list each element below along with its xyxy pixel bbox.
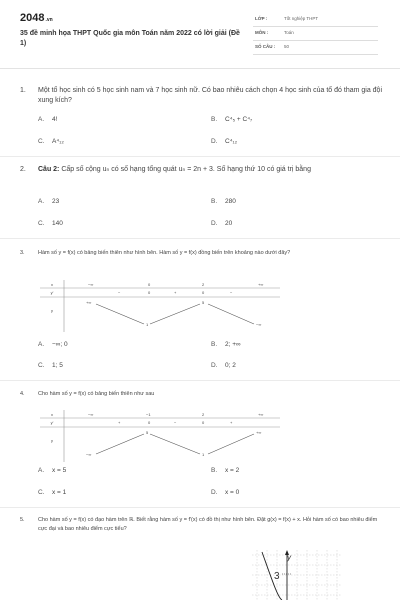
svg-text:−1: −1: [146, 412, 151, 417]
svg-text:1: 1: [202, 452, 205, 457]
header-divider: [0, 68, 400, 69]
svg-text:−: −: [118, 290, 121, 295]
svg-text:2: 2: [202, 412, 205, 417]
svg-text:1: 1: [146, 322, 149, 327]
svg-text:0: 0: [202, 290, 205, 295]
q3-option-d[interactable]: D. 0; 2: [211, 362, 236, 369]
graph-tick-label: 3: [274, 571, 280, 582]
svg-text:y: y: [51, 438, 53, 443]
question-text: Cho hàm số y = f(x) có bảng biến thiên như sau: [38, 391, 155, 397]
q2-option-a[interactable]: A. 23: [38, 198, 60, 205]
svg-text:2: 2: [202, 282, 205, 287]
svg-text:−: −: [230, 290, 233, 295]
separator: [0, 238, 400, 239]
question-4: 4. Cho hàm số y = f(x) có bảng biến thiên như sau: [20, 390, 382, 399]
svg-text:−∞: −∞: [86, 452, 92, 457]
svg-text:5: 5: [202, 300, 205, 305]
svg-text:x: x: [51, 282, 53, 287]
separator: [0, 380, 400, 381]
document-header: [0, 0, 400, 62]
meta-row-subject: MÔN : Toán: [253, 26, 378, 41]
svg-text:+: +: [230, 420, 233, 425]
q4-option-b[interactable]: B. x = 2: [211, 467, 240, 474]
meta-row-grade: LỚP : Tốt nghiệp THPT: [253, 12, 378, 27]
svg-text:5: 5: [146, 430, 149, 435]
graph-y-axis-label: y: [287, 553, 291, 562]
svg-text:+: +: [174, 290, 177, 295]
q1-option-b[interactable]: B. C⁴₅ + C⁴₇: [211, 116, 253, 123]
question-2: 2. Câu 2: Cấp số cộng uₙ có số hạng tổng quát uₙ = 2n + 3. Số hạng thứ 10 có giá trị bằng: [20, 166, 311, 173]
question-text: Một tổ học sinh có 5 học sinh nam và 7 học sinh nữ. Có bao nhiêu cách chọn 4 học sinh của tổ đó tham gia đội xung kích?: [38, 87, 383, 104]
document-title: 35 đề minh họa THPT Quốc gia môn Toán năm 2022 có lời giải (Đề 1): [20, 30, 240, 47]
q2-option-c[interactable]: C. 140: [38, 220, 63, 227]
site-logo[interactable]: 2048.vn: [20, 12, 53, 24]
q3-option-c[interactable]: C. 1; 5: [38, 362, 63, 369]
svg-text:y': y': [50, 290, 54, 295]
q1-option-c[interactable]: C. A⁴₁₂: [38, 138, 64, 145]
q1-option-d[interactable]: D. C⁴₁₂: [211, 138, 238, 145]
derivative-graph: [252, 550, 342, 600]
question-text: Cho hàm số y = f(x) có đạo hàm trên ℝ. Biết rằng hàm số y = f'(x) có đồ thị như hình bên. Đặt g(x) = f(x) + x. Hỏi hàm số có bao nhiêu điểm cực đại và bao nhiêu điểm cực tiểu?: [38, 517, 378, 532]
question-5: 5. Cho hàm số y = f(x) có đạo hàm trên ℝ. Biết rằng hàm số y = f'(x) có đồ thị như hình bên. Đặt g(x) = f(x) + x. Hỏi hàm số có bao nhiêu điểm cực đại và bao nhiêu điểm cực tiểu?: [20, 516, 382, 534]
q4-option-d[interactable]: D. x = 0: [211, 489, 240, 496]
q2-option-d[interactable]: D. 20: [211, 220, 233, 227]
separator: [0, 507, 400, 508]
q2-option-b[interactable]: B. 280: [211, 198, 236, 205]
variation-table-q4: [40, 410, 280, 462]
variation-table-q3: [40, 280, 280, 332]
svg-text:−∞: −∞: [88, 282, 94, 287]
q3-option-b[interactable]: B. 2; +∞: [211, 341, 241, 348]
q4-option-a[interactable]: A. x = 5: [38, 467, 67, 474]
svg-text:−∞: −∞: [256, 322, 262, 327]
meta-row-question-count: SỐ CÂU : 50: [253, 40, 378, 55]
svg-text:+∞: +∞: [258, 282, 264, 287]
q4-option-c[interactable]: C. x = 1: [38, 489, 67, 496]
svg-text:y: y: [51, 308, 53, 313]
question-1: 1. Một tổ học sinh có 5 học sinh nam và 7 học sinh nữ. Có bao nhiêu cách chọn 4 học sinh của tổ đó tham gia đội xung kích?: [20, 87, 383, 104]
q1-option-a[interactable]: A. 4!: [38, 116, 58, 123]
svg-text:+∞: +∞: [256, 430, 262, 435]
svg-text:+: +: [118, 420, 121, 425]
separator: [0, 156, 400, 157]
question-text: Hàm số y = f(x) có bảng biến thiên như hình bên. Hàm số y = f(x) đồng biến trên khoảng nào dưới đây?: [38, 250, 291, 256]
svg-text:−: −: [174, 420, 177, 425]
svg-text:+∞: +∞: [258, 412, 264, 417]
svg-text:0: 0: [148, 420, 151, 425]
svg-text:0: 0: [202, 420, 205, 425]
svg-text:x: x: [51, 412, 53, 417]
svg-text:y': y': [50, 420, 54, 425]
svg-text:+∞: +∞: [86, 300, 92, 305]
svg-text:−∞: −∞: [88, 412, 94, 417]
question-3: 3. Hàm số y = f(x) có bảng biến thiên như hình bên. Hàm số y = f(x) đồng biến trên khoảng nào dưới đây?: [20, 249, 382, 258]
svg-text:0: 0: [148, 282, 151, 287]
question-text: Cấp số cộng uₙ có số hạng tổng quát uₙ = 2n + 3. Số hạng thứ 10 có giá trị bằng: [61, 166, 311, 173]
svg-text:0: 0: [148, 290, 151, 295]
q3-option-a[interactable]: A. −∞; 0: [38, 341, 68, 348]
